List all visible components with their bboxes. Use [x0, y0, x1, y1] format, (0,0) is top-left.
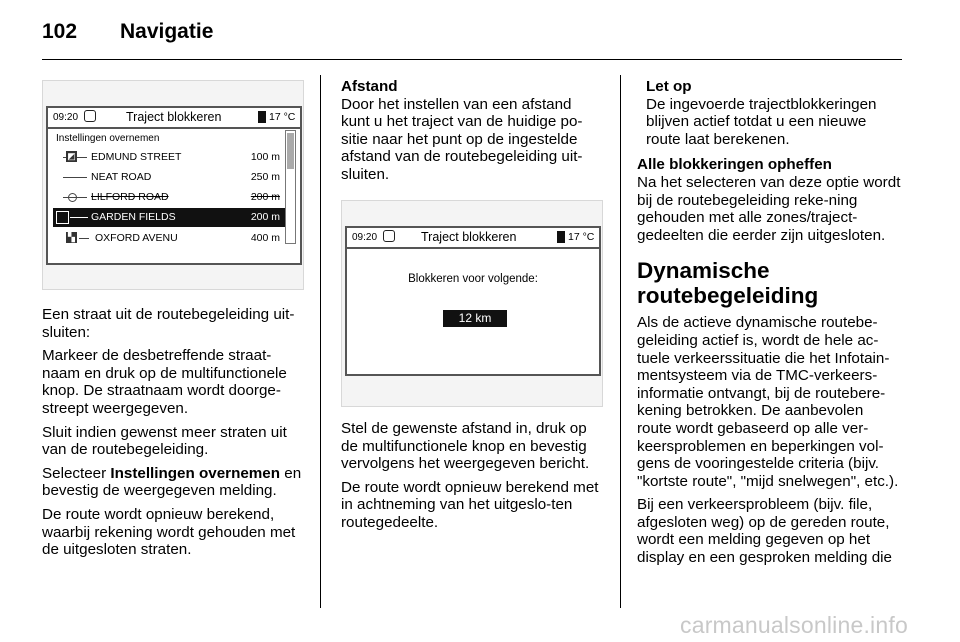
street-name: NEAT ROAD	[91, 171, 152, 183]
maneuver-icon: ▚	[66, 232, 77, 243]
screenshot-trajectblokkeren-list	[42, 80, 304, 290]
paragraph: Stel de gewenste afstand in, druk op de multifunctionele knop en bevestig vervolgens het weergegeven bericht.	[341, 420, 590, 473]
subheading: Afstand	[341, 78, 398, 95]
column-2	[341, 78, 603, 190]
section-title: Navigatie	[120, 20, 214, 43]
paragraph: Een straat uit de routebegeleiding uit-sluiten:	[42, 306, 295, 341]
temperature: 17 °C	[568, 231, 595, 243]
list-item[interactable]	[53, 168, 286, 187]
column-1	[42, 306, 304, 565]
subheading: Alle blokkeringen opheffen	[637, 156, 832, 174]
prompt-text: Blokkeren voor volgende:	[408, 273, 538, 285]
screen-title: Traject blokkeren	[421, 230, 517, 244]
phone-icon	[258, 111, 266, 123]
distance-value-selector[interactable]: 12 km	[443, 310, 507, 327]
note-heading: Let op	[646, 78, 692, 95]
page-number: 102	[42, 20, 78, 43]
column-divider-1	[320, 75, 321, 608]
paragraph: Na het selecteren van deze optie wordt bij de routebegeleiding reke-ning gehouden met alle zones/traject-gedeelten die eerder zijn uitgesloten.	[637, 173, 901, 244]
clock-time: 09:20	[53, 112, 79, 123]
screenshot-trajectblokkeren-distance	[341, 200, 603, 407]
tree-line	[79, 238, 89, 239]
display-screen	[345, 226, 601, 376]
street-distance: 200 m	[250, 211, 280, 223]
column-3	[637, 78, 902, 573]
watermark: carmanualsonline.info	[680, 612, 908, 638]
street-name: EDMUND STREET	[91, 151, 182, 163]
list-item-selected[interactable]	[53, 208, 286, 227]
header-rule	[42, 59, 902, 60]
list-item[interactable]	[53, 148, 286, 167]
note-text: De ingevoerde trajectblokkeringen blijven actief totdat u een nieuwe route laat berekenen.	[646, 95, 877, 148]
status-bar	[48, 108, 300, 129]
street-distance: 250 m	[250, 171, 280, 183]
phone-icon	[557, 231, 565, 243]
apply-settings-item[interactable]: Instellingen overnemen	[56, 133, 160, 144]
street-name: LILFORD ROAD	[91, 191, 169, 203]
scrollbar-thumb[interactable]	[287, 133, 294, 169]
display-screen	[46, 106, 302, 265]
roundabout-icon	[68, 193, 77, 202]
paragraph: Bij een verkeersprobleem (bijv. file, afgesloten weg) op de gereden route, wordt een melding gegeven op het display en een gesproken melding die	[637, 496, 892, 567]
street-distance: 100 m	[250, 151, 280, 163]
tree-line	[63, 177, 87, 178]
street-distance: 200 m	[250, 191, 280, 203]
maneuver-icon: ◩	[67, 151, 76, 161]
paragraph	[42, 465, 304, 500]
street-distance: 400 m	[250, 232, 280, 244]
section-heading	[637, 258, 902, 308]
scrollbar[interactable]	[285, 130, 296, 244]
temperature: 17 °C	[269, 111, 296, 123]
screen-title: Traject blokkeren	[126, 110, 222, 124]
maneuver-icon	[56, 211, 69, 224]
paragraph: Als de actieve dynamische routebe-geleiding actief is, wordt de hele ac-tuele verkeerssituatie die het Infotain-mentsysteem via de TMC-verkeers-informatie ontvangt, bij de routebere-kening betrokken. De aanbevolen route wordt gebaseerd op alle ver-keersproblemen en beperkingen vol-gens de vooringestelde criteria (bijv. "kortste route", "mijd snelwegen", etc.).	[637, 314, 899, 490]
street-name: GARDEN FIELDS	[91, 211, 176, 223]
paragraph: Door het instellen van een afstand kunt u het traject van de huidige po-sitie naar het punt op de ingestelde afstand van de routebegeleiding uit-sluiten.	[341, 95, 583, 183]
paragraph: De route wordt opnieuw berekend, waarbij rekening wordt gehouden met de uitgesloten straten.	[42, 505, 296, 559]
list-item[interactable]	[53, 229, 286, 248]
heading-line: routebegeleiding	[637, 283, 819, 309]
heading-line: Dynamische	[637, 258, 770, 284]
route-icon	[84, 110, 96, 122]
paragraph: Sluit indien gewenst meer straten uit van de routebegeleiding.	[42, 423, 287, 459]
note-box	[637, 78, 902, 148]
menu-option-name: Instellingen overnemen	[110, 464, 281, 482]
tree-line	[70, 217, 88, 218]
text: Selecteer	[42, 464, 111, 482]
paragraph: Markeer de desbetreffende straat-naam en druk op de multifunctionele knop. De straatnaam wordt doorge-streept weergegeven.	[42, 347, 287, 417]
route-icon	[383, 230, 395, 242]
paragraph: De route wordt opnieuw berekend met in achtneming van het uitgeslo-ten routegedeelte.	[341, 478, 599, 531]
street-name: OXFORD AVENU	[95, 232, 178, 244]
page-header	[42, 14, 902, 54]
column-2-lower	[341, 420, 606, 538]
status-bar	[347, 228, 599, 249]
column-divider-2	[620, 75, 621, 608]
text: en bevestig de weergegeven melding.	[42, 464, 302, 500]
list-item[interactable]	[53, 188, 286, 207]
clock-time: 09:20	[352, 232, 378, 243]
